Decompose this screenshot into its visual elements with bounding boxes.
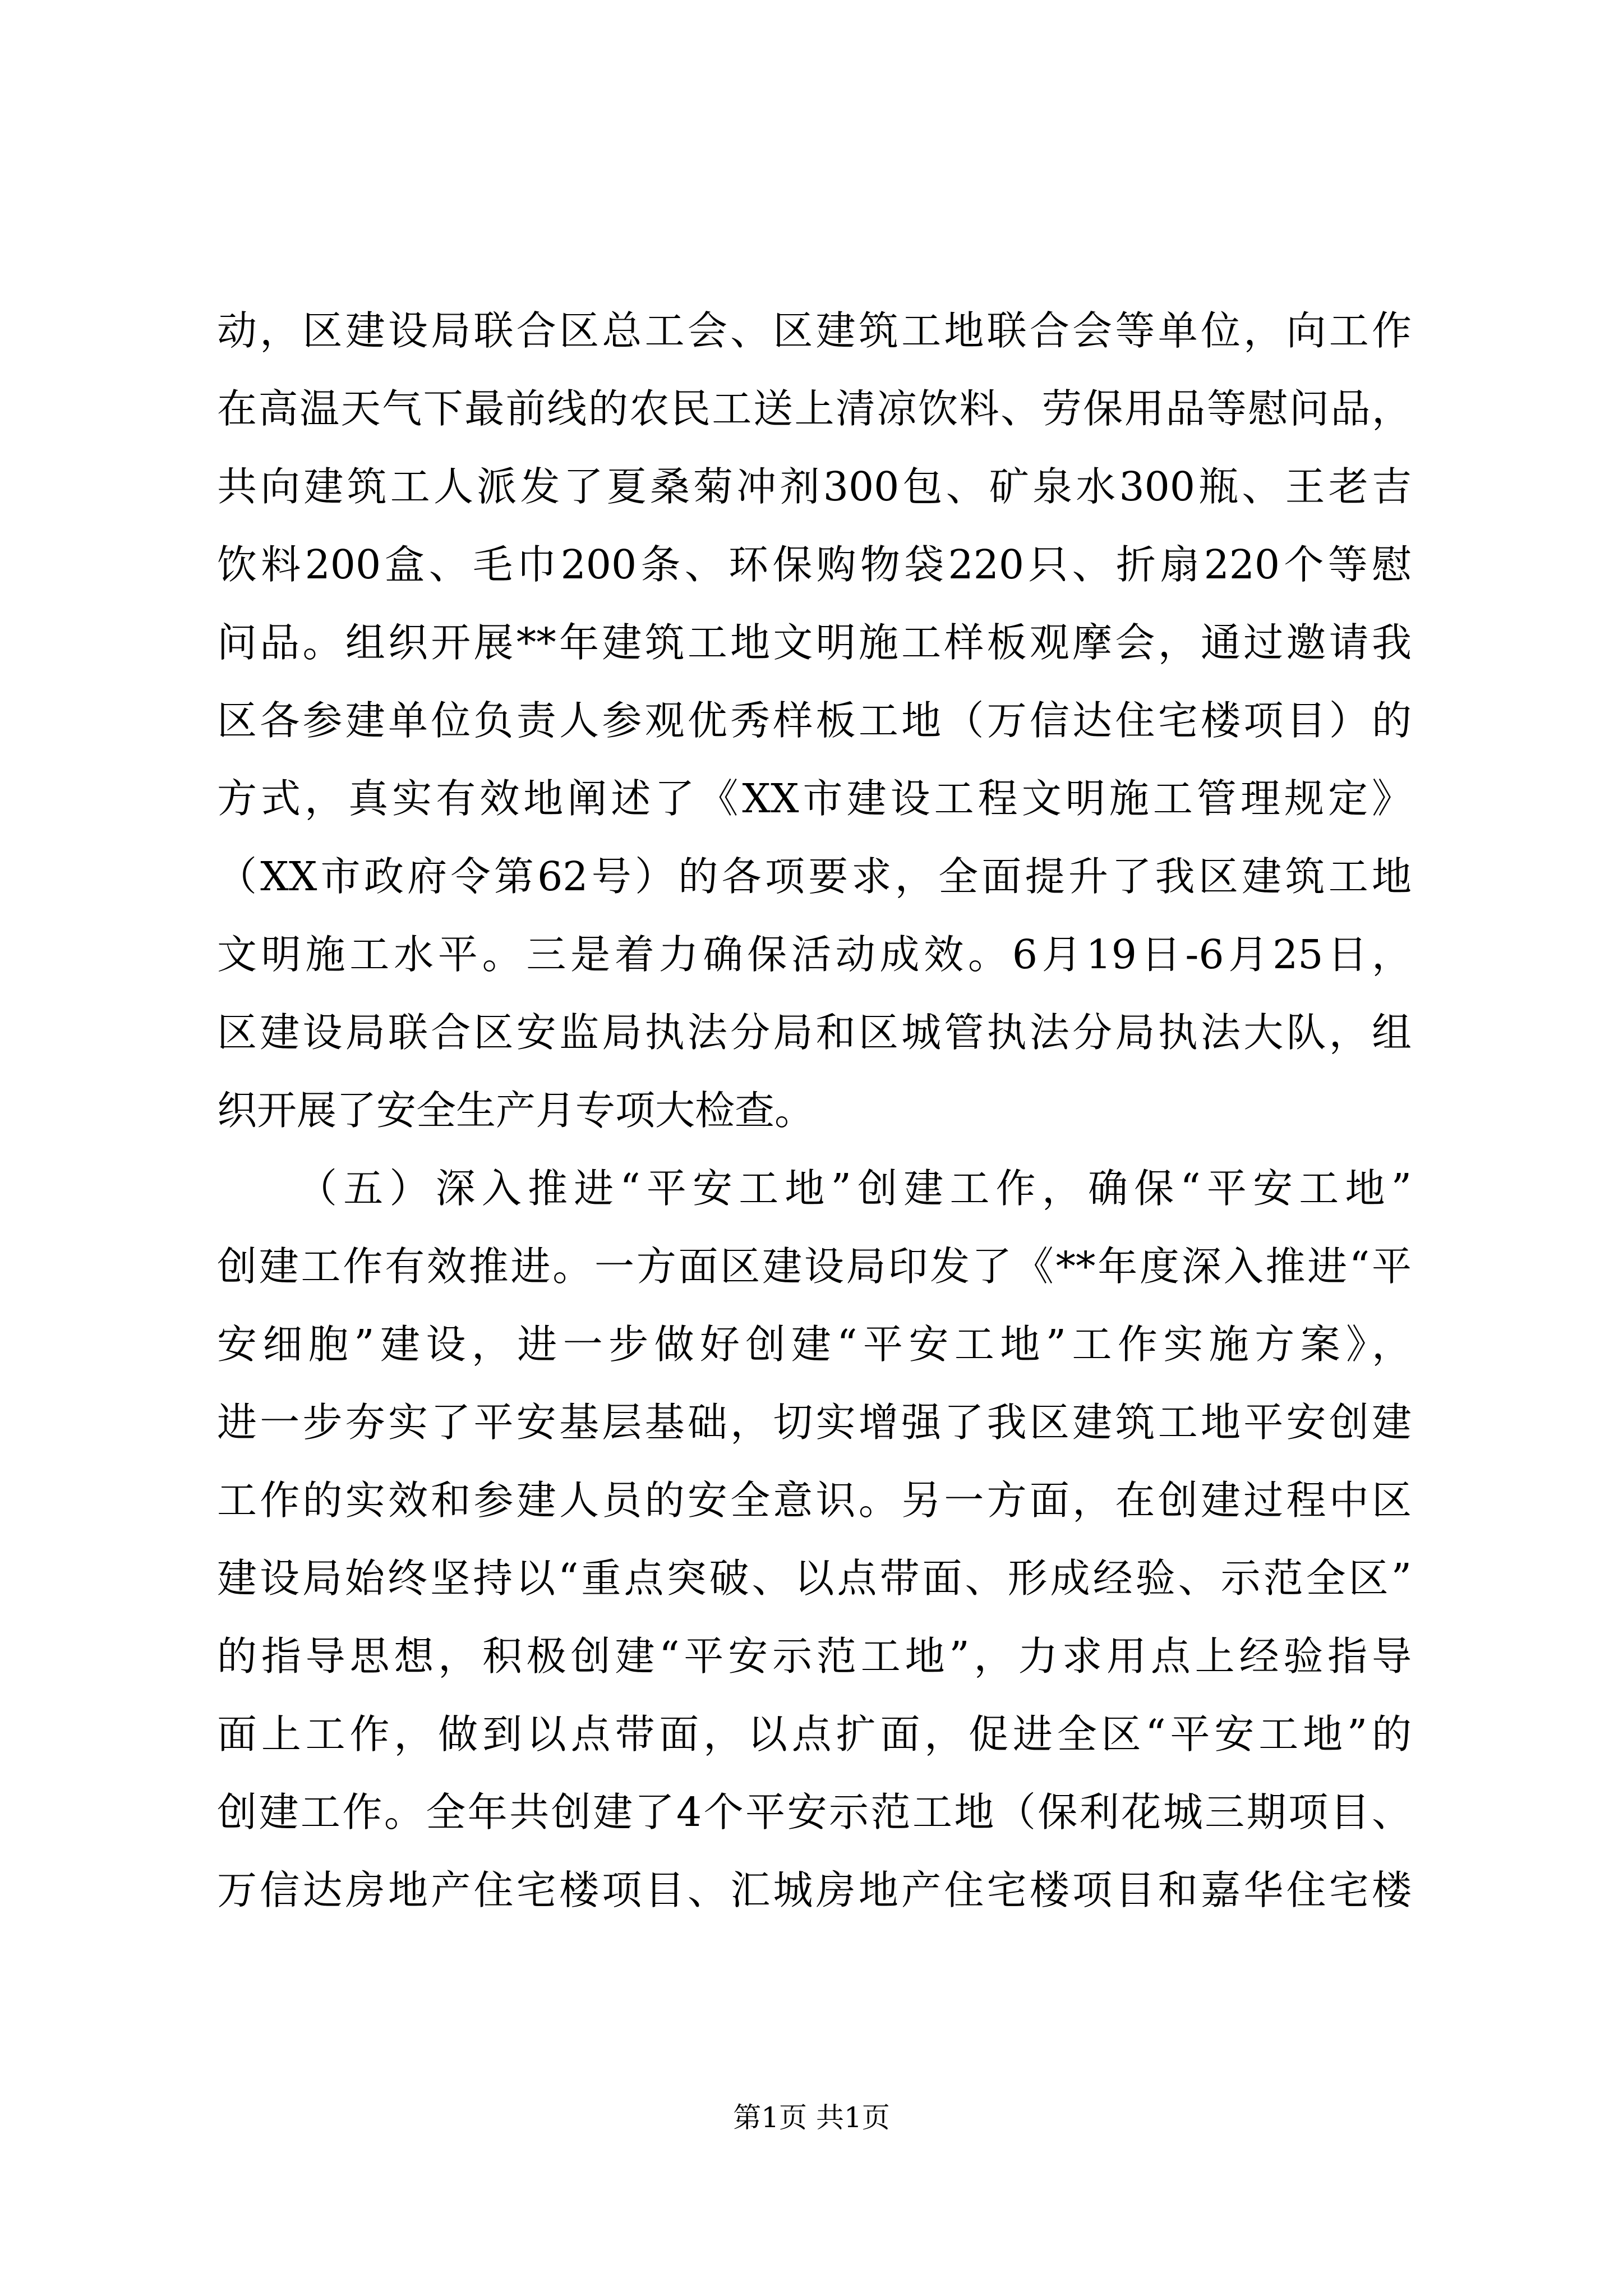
document-body (217, 292, 1412, 1929)
text-line: 方式，真实有效地阐述了《XX市建设工程文明施工管理规定》 (217, 775, 1412, 822)
text-line: 区建设局联合区安监局执法分局和区城管执法分局执法大队，组 (217, 1009, 1412, 1056)
text-line: 共向建筑工人派发了夏桑菊冲剂300包、矿泉水300瓶、王老吉 (217, 463, 1412, 510)
text-line: 建设局始终坚持以“重点突破、以点带面、形成经验、示范全区” (217, 1555, 1412, 1602)
text-line: 创建工作。全年共创建了4个平安示范工地（保利花城三期项目、 (217, 1789, 1412, 1835)
text-line: 面上工作，做到以点带面，以点扩面，促进全区“平安工地”的 (217, 1711, 1412, 1757)
text-line: 工作的实效和参建人员的安全意识。另一方面，在创建过程中区 (217, 1477, 1412, 1524)
paragraph-1 (217, 292, 1412, 1149)
text-line: 文明施工水平。三是着力确保活动成效。6月19日-6月25日， (217, 931, 1412, 978)
text-line: 创建工作有效推进。一方面区建设局印发了《**年度深入推进“平 (217, 1243, 1412, 1290)
paragraph-2 (217, 1149, 1412, 1929)
text-line: 区各参建单位负责人参观优秀样板工地（万信达住宅楼项目）的 (217, 697, 1412, 744)
text-line: 织开展了安全生产月专项大检查。 (217, 1087, 815, 1134)
text-line: （XX市政府令第62号）的各项要求，全面提升了我区建筑工地 (217, 853, 1412, 900)
text-line: 饮料200盒、毛巾200条、环保购物袋220只、折扇220个等慰 (217, 541, 1412, 588)
text-line: 进一步夯实了平安基层基础，切实增强了我区建筑工地平安创建 (217, 1399, 1412, 1446)
text-line: 的指导思想，积极创建“平安示范工地”，力求用点上经验指导 (217, 1633, 1412, 1680)
text-line: （五）深入推进“平安工地”创建工作，确保“平安工地” (297, 1165, 1412, 1212)
text-line: 问品。组织开展**年建筑工地文明施工样板观摩会，通过邀请我 (217, 619, 1412, 666)
page-number-footer: 第1页 共1页 (733, 2101, 890, 2134)
text-line: 在高温天气下最前线的农民工送上清凉饮料、劳保用品等慰问品， (217, 385, 1412, 432)
text-line: 动，区建设局联合区总工会、区建筑工地联合会等单位，向工作 (217, 307, 1412, 354)
text-line: 安细胞”建设，进一步做好创建“平安工地”工作实施方案》， (217, 1321, 1412, 1368)
text-line: 万信达房地产住宅楼项目、汇城房地产住宅楼项目和嘉华住宅楼 (217, 1867, 1412, 1913)
